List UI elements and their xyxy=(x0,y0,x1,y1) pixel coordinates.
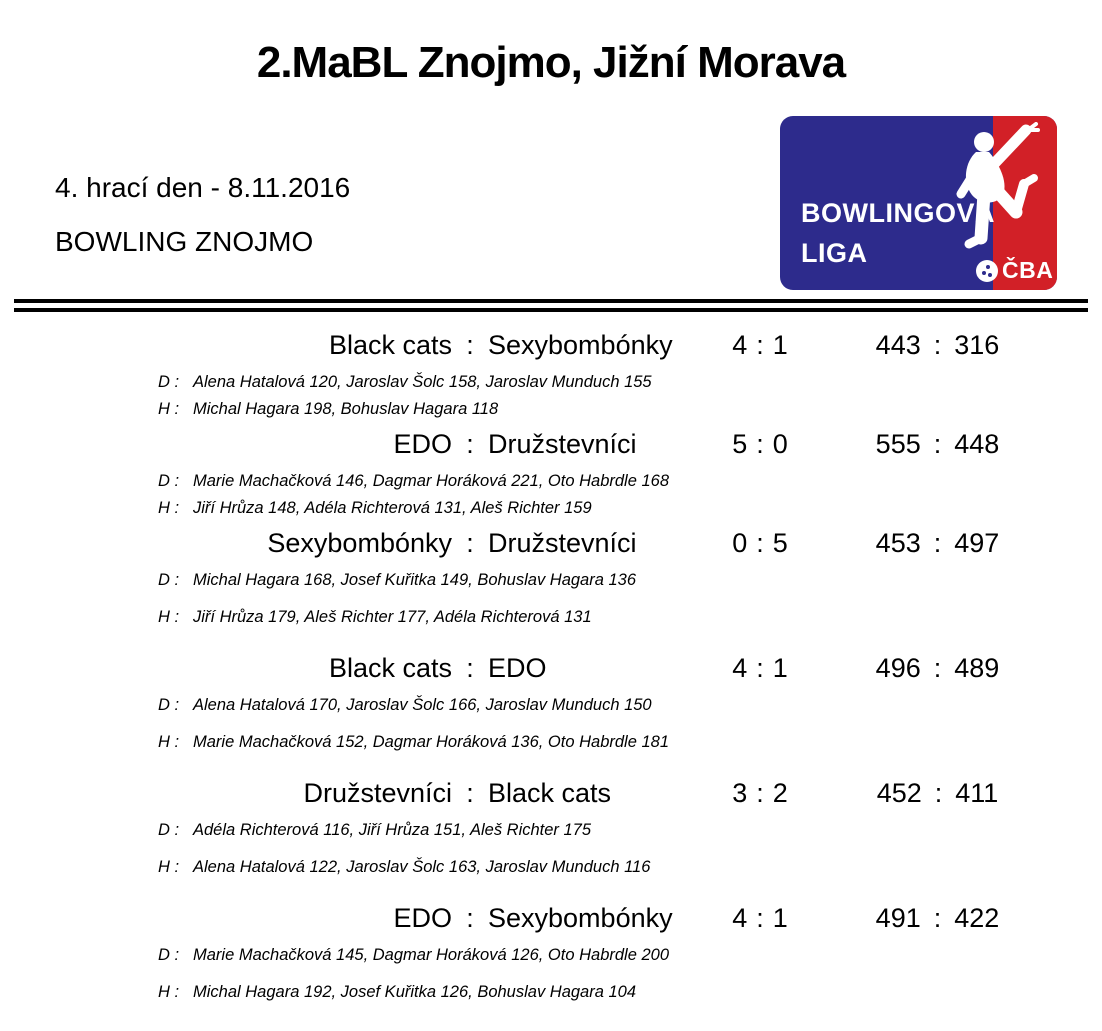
home-row-label: D : xyxy=(158,946,180,964)
teams-colon: : xyxy=(466,653,474,683)
match-points xyxy=(690,429,830,459)
away-pins: 411 xyxy=(955,778,999,808)
home-points: 5 xyxy=(732,429,748,459)
home-players: Adéla Richterová 116, Jiří Hrůza 151, Aleš Richter 175 xyxy=(193,821,592,839)
home-players: Michal Hagara 168, Josef Kuřitka 149, Bohuslav Hagara 136 xyxy=(193,571,637,589)
logo-text-line1: BOWLINGOVÁ xyxy=(801,198,995,228)
away-players: Jiří Hrůza 148, Adéla Richterová 131, Aleš Richter 159 xyxy=(193,499,592,517)
points-colon: : xyxy=(756,903,764,933)
home-pins: 453 xyxy=(875,528,921,558)
match-points xyxy=(690,778,830,808)
home-points: 0 xyxy=(732,528,748,558)
home-points: 4 xyxy=(732,903,748,933)
player-rows xyxy=(158,472,1102,518)
match-result xyxy=(0,778,1102,877)
bowling-league-logo xyxy=(780,116,1057,290)
away-players-row xyxy=(158,400,1102,419)
home-row-label: D : xyxy=(158,571,180,589)
match-pins xyxy=(830,429,1045,459)
away-team-name: Sexybombónky xyxy=(488,903,673,933)
home-team-name: Sexybombónky xyxy=(267,528,452,558)
pins-colon: : xyxy=(933,429,942,459)
home-players: Marie Machačková 145, Dagmar Horáková 126, Oto Habrdle 200 xyxy=(193,946,669,964)
away-players-row xyxy=(158,983,1102,1002)
points-colon: : xyxy=(756,429,764,459)
teams-colon: : xyxy=(466,429,474,459)
away-row-label: H : xyxy=(158,608,180,626)
away-row-label: H : xyxy=(158,400,180,418)
home-points: 4 xyxy=(732,653,748,683)
away-points: 2 xyxy=(772,778,788,808)
away-players-row xyxy=(158,499,1102,518)
away-pins: 422 xyxy=(954,903,1000,933)
home-players-row xyxy=(158,946,1102,965)
away-row-label: H : xyxy=(158,858,180,876)
pins-colon: : xyxy=(933,903,942,933)
away-players-row xyxy=(158,858,1102,877)
away-team-name: Družstevníci xyxy=(488,429,637,459)
home-pins: 443 xyxy=(875,330,921,360)
teams-colon: : xyxy=(466,903,474,933)
match-points xyxy=(690,653,830,683)
pins-colon: : xyxy=(933,653,942,683)
home-players-row xyxy=(158,373,1102,392)
away-points: 5 xyxy=(772,528,788,558)
points-colon: : xyxy=(756,653,764,683)
home-row-label: D : xyxy=(158,373,180,391)
away-team-name: Black cats xyxy=(488,778,612,808)
match-pins xyxy=(830,330,1045,360)
match-result xyxy=(0,903,1102,1002)
away-points: 1 xyxy=(772,903,788,933)
match-pins xyxy=(830,903,1045,933)
results-list xyxy=(0,330,1102,1028)
home-players: Marie Machačková 146, Dagmar Horáková 221, Oto Habrdle 168 xyxy=(193,472,669,490)
cba-badge-label: ČBA xyxy=(1002,257,1054,283)
player-rows xyxy=(158,821,1102,877)
player-rows xyxy=(158,373,1102,419)
teams-colon: : xyxy=(466,330,474,360)
home-pins: 452 xyxy=(876,778,922,808)
home-pins: 555 xyxy=(875,429,921,459)
home-players: Alena Hatalová 170, Jaroslav Šolc 166, Jaroslav Munduch 150 xyxy=(193,696,652,714)
home-team-name: Black cats xyxy=(328,653,452,683)
cba-badge xyxy=(976,257,1053,284)
home-points: 3 xyxy=(732,778,748,808)
match-result xyxy=(0,528,1102,627)
away-pins: 489 xyxy=(954,653,1000,683)
match-headline xyxy=(40,330,1102,360)
home-team-name: Družstevníci xyxy=(303,778,452,808)
away-pins: 316 xyxy=(954,330,1000,360)
home-team-name: Black cats xyxy=(328,330,452,360)
match-points xyxy=(690,528,830,558)
home-players-row xyxy=(158,696,1102,715)
away-pins: 497 xyxy=(954,528,1000,558)
home-pins: 491 xyxy=(875,903,921,933)
teams-colon: : xyxy=(466,528,474,558)
away-points: 1 xyxy=(772,653,788,683)
home-row-label: D : xyxy=(158,821,180,839)
away-team-name: Družstevníci xyxy=(488,528,637,558)
match-headline xyxy=(40,778,1102,808)
player-rows xyxy=(158,571,1102,627)
away-pins: 448 xyxy=(954,429,1000,459)
pins-colon: : xyxy=(934,778,943,808)
match-points xyxy=(690,330,830,360)
away-players: Michal Hagara 192, Josef Kuřitka 126, Bohuslav Hagara 104 xyxy=(193,983,637,1001)
match-pins xyxy=(830,653,1045,683)
home-players: Alena Hatalová 120, Jaroslav Šolc 158, Jaroslav Munduch 155 xyxy=(193,373,652,391)
match-pins xyxy=(830,778,1045,808)
match-pins xyxy=(830,528,1045,558)
away-players-row xyxy=(158,733,1102,752)
away-players: Michal Hagara 198, Bohuslav Hagara 118 xyxy=(193,400,499,418)
match-headline xyxy=(40,528,1102,558)
home-row-label: D : xyxy=(158,472,180,490)
points-colon: : xyxy=(756,528,764,558)
away-players-row xyxy=(158,608,1102,627)
bowling-ball-icon xyxy=(976,260,998,282)
player-rows xyxy=(158,946,1102,1002)
away-players: Marie Machačková 152, Dagmar Horáková 136, Oto Habrdle 181 xyxy=(193,733,669,751)
venue-name: BOWLING ZNOJMO xyxy=(55,226,314,257)
match-result xyxy=(0,330,1102,419)
home-team-name: EDO xyxy=(393,429,452,459)
away-players: Alena Hatalová 122, Jaroslav Šolc 163, Jaroslav Munduch 116 xyxy=(193,858,651,876)
player-rows xyxy=(158,696,1102,752)
home-players-row xyxy=(158,571,1102,590)
teams-colon: : xyxy=(466,778,474,808)
home-team-name: EDO xyxy=(393,903,452,933)
home-pins: 496 xyxy=(875,653,921,683)
away-row-label: H : xyxy=(158,983,180,1001)
match-headline xyxy=(40,903,1102,933)
home-row-label: D : xyxy=(158,696,180,714)
away-team-name: EDO xyxy=(488,653,547,683)
match-result xyxy=(0,429,1102,518)
page-title: 2.MaBL Znojmo, Jižní Morava xyxy=(256,38,846,87)
pins-colon: : xyxy=(933,330,942,360)
match-headline xyxy=(40,429,1102,459)
match-day-date: 4. hrací den - 8.11.2016 xyxy=(55,172,351,203)
away-points: 0 xyxy=(772,429,788,459)
away-players: Jiří Hrůza 179, Aleš Richter 177, Adéla Richterová 131 xyxy=(193,608,592,626)
bowler-silhouette-icon xyxy=(948,122,1048,272)
away-team-name: Sexybombónky xyxy=(488,330,673,360)
home-players-row xyxy=(158,821,1102,840)
pins-colon: : xyxy=(933,528,942,558)
away-row-label: H : xyxy=(158,733,180,751)
logo-text-line2: LIGA xyxy=(801,238,868,268)
home-players-row xyxy=(158,472,1102,491)
away-points: 1 xyxy=(772,330,788,360)
away-row-label: H : xyxy=(158,499,180,517)
match-headline xyxy=(40,653,1102,683)
points-colon: : xyxy=(756,330,764,360)
match-result xyxy=(0,653,1102,752)
header-divider xyxy=(14,299,1088,312)
home-points: 4 xyxy=(732,330,748,360)
match-points xyxy=(690,903,830,933)
points-colon: : xyxy=(756,778,764,808)
